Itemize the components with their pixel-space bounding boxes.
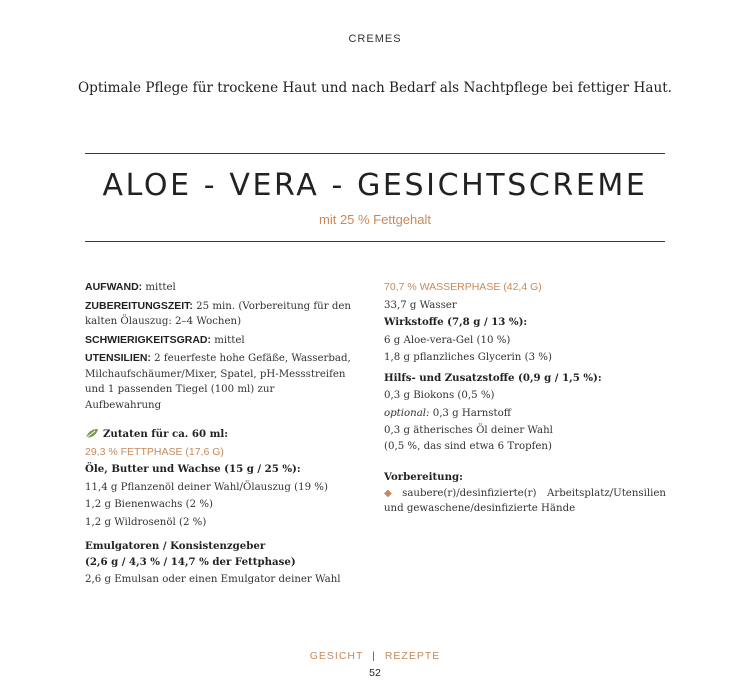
footer-section	[0, 650, 750, 662]
oele-item: 11,4 g Pflanzenöl deiner Wahl/Ölauszug (19 %)	[85, 481, 328, 493]
footer-separator: |	[372, 650, 376, 662]
hilfs-item-note: (0,5 %, das sind etwa 6 Tropfen)	[384, 440, 552, 452]
grad-value: mittel	[211, 334, 245, 346]
zutaten-line	[85, 427, 353, 445]
oele-item: 1,2 g Wildrosenöl (2 %)	[85, 516, 207, 528]
bottom-rule	[85, 241, 665, 242]
recipe-title: ALOE - VERA - GESICHTSCREME	[102, 168, 648, 203]
footer-section-left: GESICHT	[309, 650, 364, 662]
grad-label: SCHWIERIGKEITSGRAD:	[85, 333, 211, 346]
right-column	[384, 280, 666, 517]
emul-heading-1: Emulgatoren / Konsistenzgeber	[85, 540, 266, 552]
intro-text: Optimale Pflege für trockene Haut und nach Bedarf als Nachtpflege bei fettiger Haut.	[77, 80, 673, 96]
emul-heading-2: (2,6 g / 4,3 % / 14,7 % der Fettphase)	[85, 555, 296, 568]
leaf-icon	[85, 428, 99, 445]
page-number: 52	[369, 667, 381, 679]
running-head: CREMES	[348, 33, 402, 45]
utensilien-line	[85, 351, 353, 413]
oele-heading: Öle, Butter und Wachse (15 g / 25 %):	[85, 463, 301, 475]
wirkstoffe-item: 1,8 g pflanzliches Glycerin (3 %)	[384, 352, 552, 363]
vorbereitung-text: saubere(r)/desinfizierte(r) Arbeitsplatz/Utensilien und gewaschene/desinfizierte Hände	[384, 487, 666, 514]
left-column	[85, 280, 353, 588]
optional-value: 0,3 g Harnstoff	[429, 407, 511, 419]
bullet-icon: ◆	[384, 487, 400, 499]
aufwand-value: mittel	[142, 282, 176, 293]
zeit-line	[85, 299, 353, 330]
grad-line	[85, 333, 353, 349]
wirkstoffe-heading: Wirkstoffe (7,8 g / 13 %):	[384, 316, 528, 328]
aufwand-line	[85, 280, 353, 296]
zeit-value: 25 min. (Vorbereitung für den kalten Ölauszug: 2–4 Wochen)	[85, 300, 351, 327]
footer-section-right: REZEPTE	[384, 650, 441, 662]
recipe-subtitle: mit 25 % Fettgehalt	[319, 212, 431, 227]
optional-label: optional:	[384, 407, 430, 419]
top-rule	[85, 153, 665, 154]
wasserphase-heading: 70,7 % WASSERPHASE (42,4 G)	[384, 281, 542, 293]
utensilien-value: 2 feuerfeste hohe Gefäße, Wasserbad, Milchaufschäumer/Mixer, Spatel, pH-Messstreifen und 1 passenden Tiegel (100 ml) zur Aufbewahrung	[85, 353, 351, 411]
aufwand-label: AUFWAND:	[85, 281, 143, 293]
vorbereitung-item	[384, 486, 666, 517]
emul-item: 2,6 g Emulsan oder einen Emulgator deiner Wahl	[85, 574, 341, 585]
vorbereitung-heading: Vorbereitung:	[384, 471, 463, 483]
hilfs-item: 0,3 g Biokons (0,5 %)	[384, 390, 495, 401]
wasser-item: 33,7 g Wasser	[384, 299, 457, 311]
oele-item: 1,2 g Bienenwachs (2 %)	[85, 499, 214, 510]
hilfs-heading: Hilfs- und Zusatzstoffe (0,9 g / 1,5 %):	[384, 371, 602, 384]
hilfs-item: 0,3 g ätherisches Öl deiner Wahl	[384, 425, 553, 436]
fettphase-heading: 29,3 % FETTPHASE (17,6 G)	[85, 445, 224, 458]
wirkstoffe-item: 6 g Aloe-vera-Gel (10 %)	[384, 334, 511, 346]
hilfs-optional-line	[384, 406, 666, 422]
zutaten-heading: Zutaten für ca. 60 ml:	[103, 428, 229, 440]
utensilien-label: UTENSILIEN:	[85, 352, 151, 364]
zeit-label: ZUBEREITUNGSZEIT:	[85, 299, 193, 312]
